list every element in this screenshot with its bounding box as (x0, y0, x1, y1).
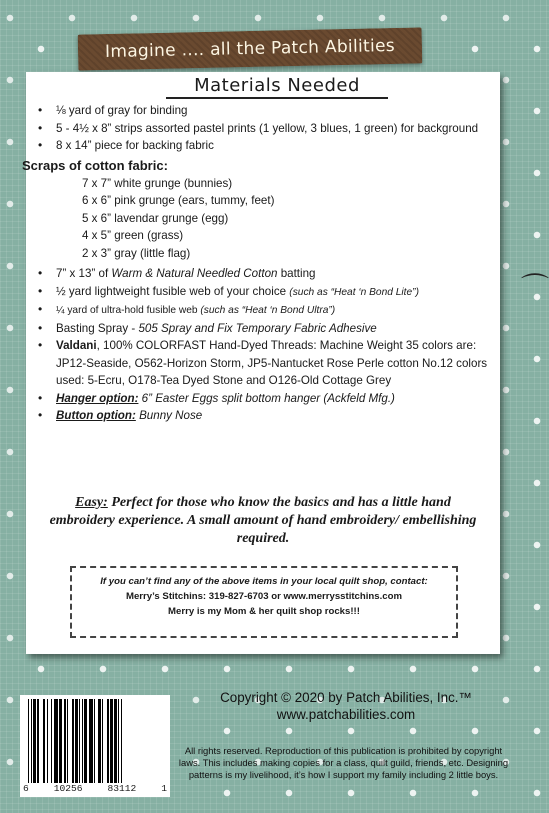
batting-item: • 7” x 13” of Warm & Natural Needled Cotton batting (34, 265, 489, 283)
scraps-heading: Scraps of cotton fabric: (22, 157, 168, 173)
list-item: • 8 x 14” piece for backing fabric (34, 137, 489, 155)
copyright-block (186, 689, 506, 723)
spray-item: • Basting Spray - 505 Spray and Fix Temporary Fabric Adhesive (34, 320, 489, 338)
scrap-item: 4 x 5” green (grass) (82, 229, 184, 242)
website-link[interactable]: www.patchabilities.com (276, 707, 416, 722)
list-item: • 5 - 4½ x 8” strips assorted pastel prints (1 yellow, 3 blues, 1 green) for background (34, 120, 489, 138)
contact-line: If you can’t find any of the above items in your local quilt shop, contact: (100, 576, 428, 587)
materials-title: Materials Needed (166, 75, 388, 99)
button-item: • Button option: Bunny Nose (34, 407, 489, 425)
barcode-bars-icon (28, 699, 162, 783)
banner-text: Imagine .... all the Patch Abilities (104, 35, 396, 63)
materials-list (22, 102, 489, 425)
header-banner (78, 27, 423, 70)
scrap-item: 2 x 3” gray (little flag) (82, 246, 191, 260)
scrap-item: 7 x 7” white grunge (bunnies) (82, 176, 233, 190)
list-item: • ⅛ yard of gray for binding (34, 102, 489, 120)
materials-card (22, 72, 500, 654)
contact-line: Merry is my Mom & her quilt shop rocks!!! (168, 606, 360, 617)
valdani-item: • Valdani, 100% COLORFAST Hand-Dyed Threads: Machine Weight 35 colors are: JP12-Seaside, O562-Horizon Storm, JP5-Nantucket Rose Perle cotton No.12 colors used: 5-Ecru, O178-Tea Dyed Stone and O126-Old Cottage Grey (34, 337, 489, 390)
fusible-item: • ½ yard lightweight fusible web of your choice (such as “Heat ‘n Bond Lite”) (34, 283, 489, 302)
skill-level: Easy: Perfect for those who know the basics and has a little hand embroidery experience. A small amount of hand embroidery/ embellishing required. (49, 495, 477, 546)
hanger-item: • Hanger option: 6” Easter Eggs split bottom hanger (Ackfeld Mfg.) (34, 390, 489, 408)
scrap-item: 6 x 6” pink grunge (ears, tummy, feet) (82, 194, 275, 207)
contact-line: Merry’s Stitchins: 319-827-6703 or www.merrysstitchins.com (125, 591, 403, 602)
barcode-digits: 6 10256 83112 1 (20, 783, 170, 794)
contact-box (70, 566, 458, 638)
copyright-line: Copyright © 2020 by Patch Abilities, Inc.™ (220, 690, 472, 705)
fusible-item: • ¼ yard of ultra-hold fusible web (such as “Heat ‘n Bond Ultra”) (34, 301, 489, 320)
legal-notice: All rights reserved. Reproduction of this publication is prohibited by copyright laws. This includes making copies for a class, quilt guild, friends, etc. Designing patterns is my livelihood, it’s how I support my family including 2 little boys. (178, 745, 509, 780)
scrap-item: 5 x 6” lavendar grunge (egg) (82, 211, 229, 225)
barcode (20, 695, 170, 797)
edge-bracket-icon: ⌒ (521, 272, 549, 303)
